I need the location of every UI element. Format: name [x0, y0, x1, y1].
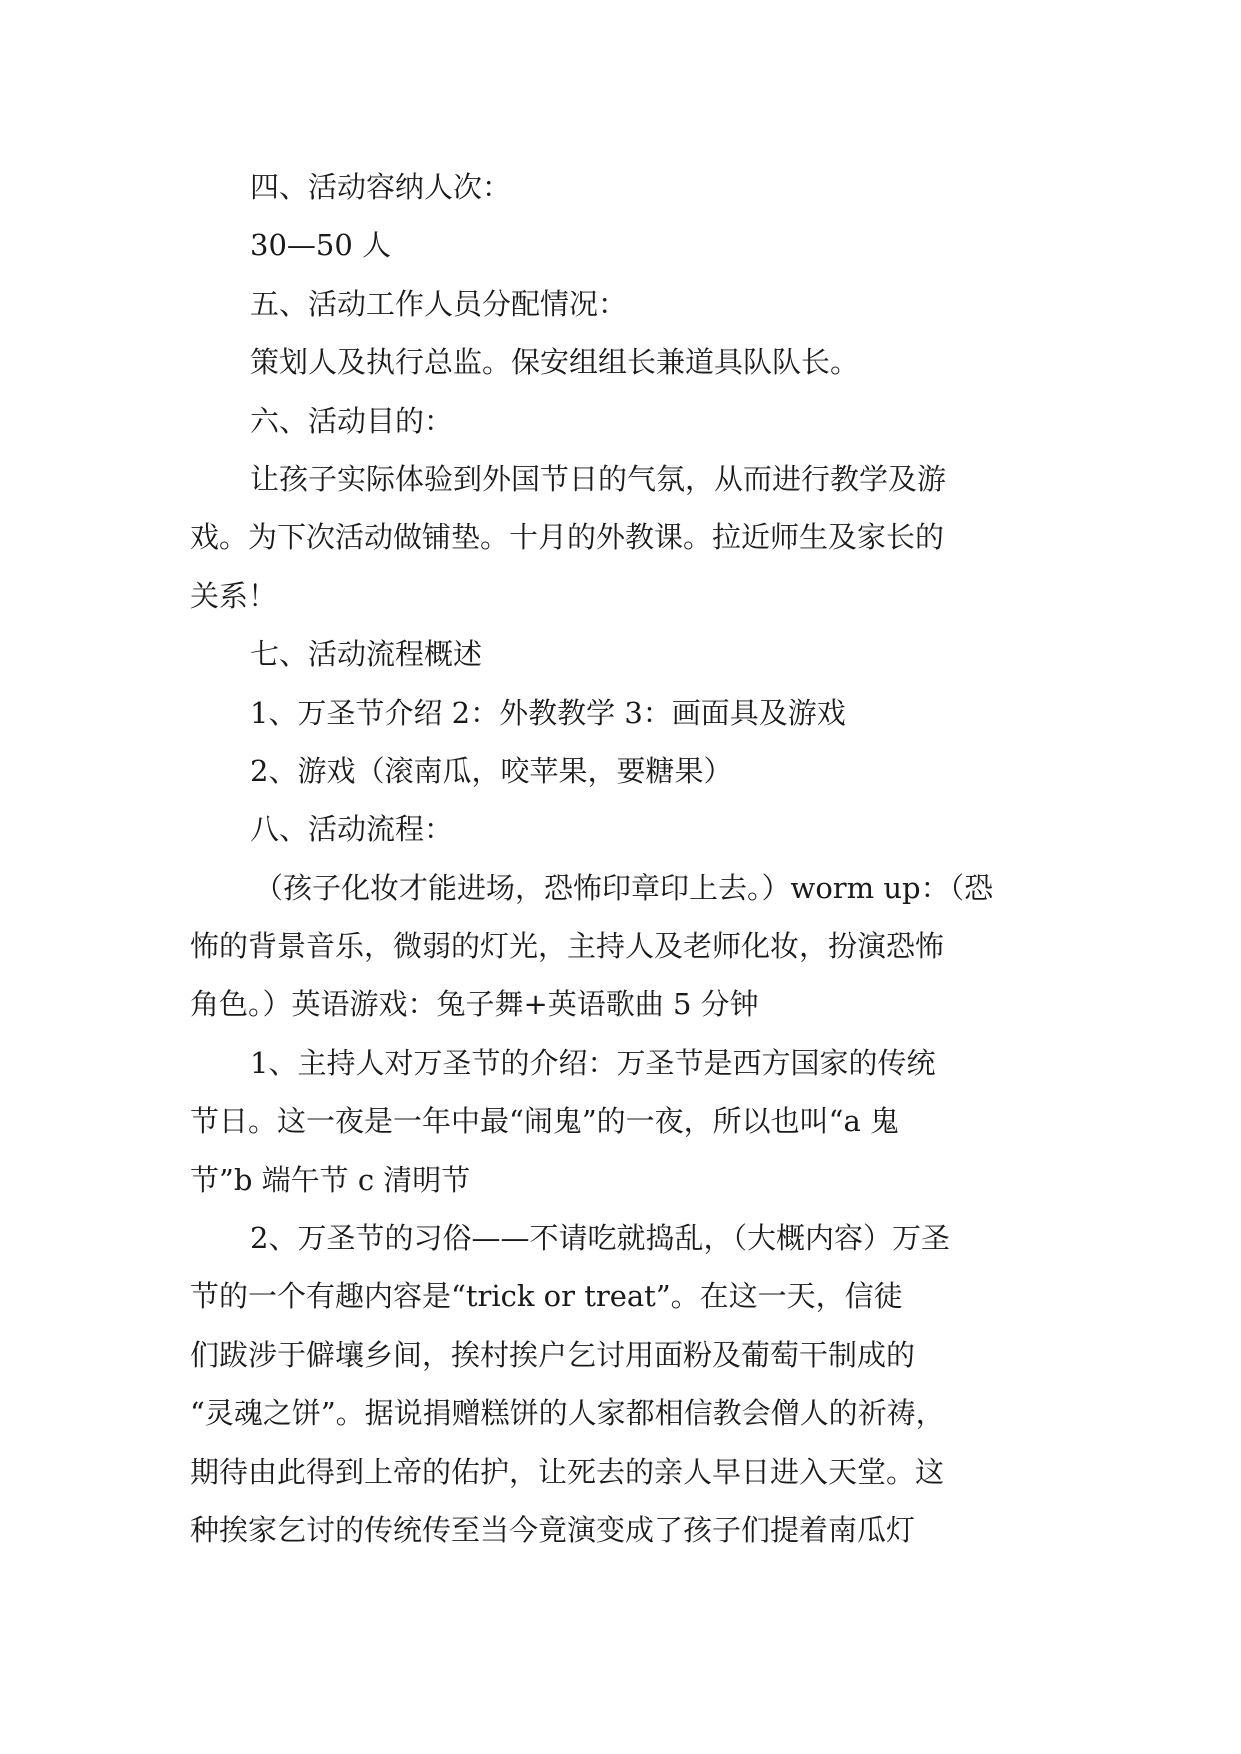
document-body	[190, 158, 1070, 1559]
section-heading-purpose: 六、活动目的：	[250, 403, 454, 438]
paragraph-line: 怖的背景音乐，微弱的灯光，主持人及老师化妆，扮演恐怖	[190, 929, 945, 964]
paragraph-line: 30—50 人	[250, 228, 392, 263]
section-heading-capacity: 四、活动容纳人次：	[250, 170, 512, 204]
list-item: 2、游戏（滚南瓜，咬苹果，要糖果）	[250, 753, 733, 788]
paragraph-line: “灵魂之饼”。据说捐赠糕饼的人家都相信教会僧人的祈祷，	[190, 1396, 945, 1431]
paragraph-line: 角色。）英语游戏：兔子舞+英语歌曲 5 分钟	[190, 987, 759, 1022]
paragraph-line: 们跋涉于僻壤乡间，挨村挨户乞讨用面粉及葡萄干制成的	[190, 1337, 916, 1372]
paragraph-line: 期待由此得到上帝的佑护，让死去的亲人早日进入天堂。这	[190, 1454, 945, 1489]
paragraph-line: 节”b 端午节 c 清明节	[190, 1162, 471, 1197]
paragraph-line: （孩子化妆才能进场，恐怖印章印上去。）worm up：（恐	[254, 870, 994, 905]
paragraph-line: 2、万圣节的习俗——不请吃就捣乱，（大概内容）万圣	[250, 1221, 950, 1256]
paragraph-line: 戏。为下次活动做铺垫。十月的外教课。拉近师生及家长的	[190, 520, 945, 555]
paragraph-line: 1、主持人对万圣节的介绍：万圣节是西方国家的传统	[250, 1045, 936, 1080]
section-heading-process: 八、活动流程：	[250, 812, 454, 847]
paragraph-line: 节日。这一夜是一年中最“闹鬼”的一夜，所以也叫“a 鬼	[190, 1104, 899, 1139]
paragraph-line: 种挨家乞讨的传统传至当今竟演变成了孩子们提着南瓜灯	[190, 1512, 916, 1547]
paragraph-line: 节的一个有趣内容是“trick or treat”。在这一天，信徒	[190, 1279, 903, 1314]
section-heading-overview: 七、活动流程概述	[250, 637, 483, 672]
paragraph-line: 关系！	[190, 578, 278, 613]
list-item: 1、万圣节介绍 2：外教教学 3：画面具及游戏	[250, 695, 846, 730]
paragraph-line: 策划人及执行总监。保安组组长兼道具队队长。	[250, 345, 860, 380]
section-heading-staff: 五、活动工作人员分配情况：	[250, 286, 628, 321]
paragraph-line: 让孩子实际体验到外国节日的气氛，从而进行教学及游	[250, 461, 947, 496]
